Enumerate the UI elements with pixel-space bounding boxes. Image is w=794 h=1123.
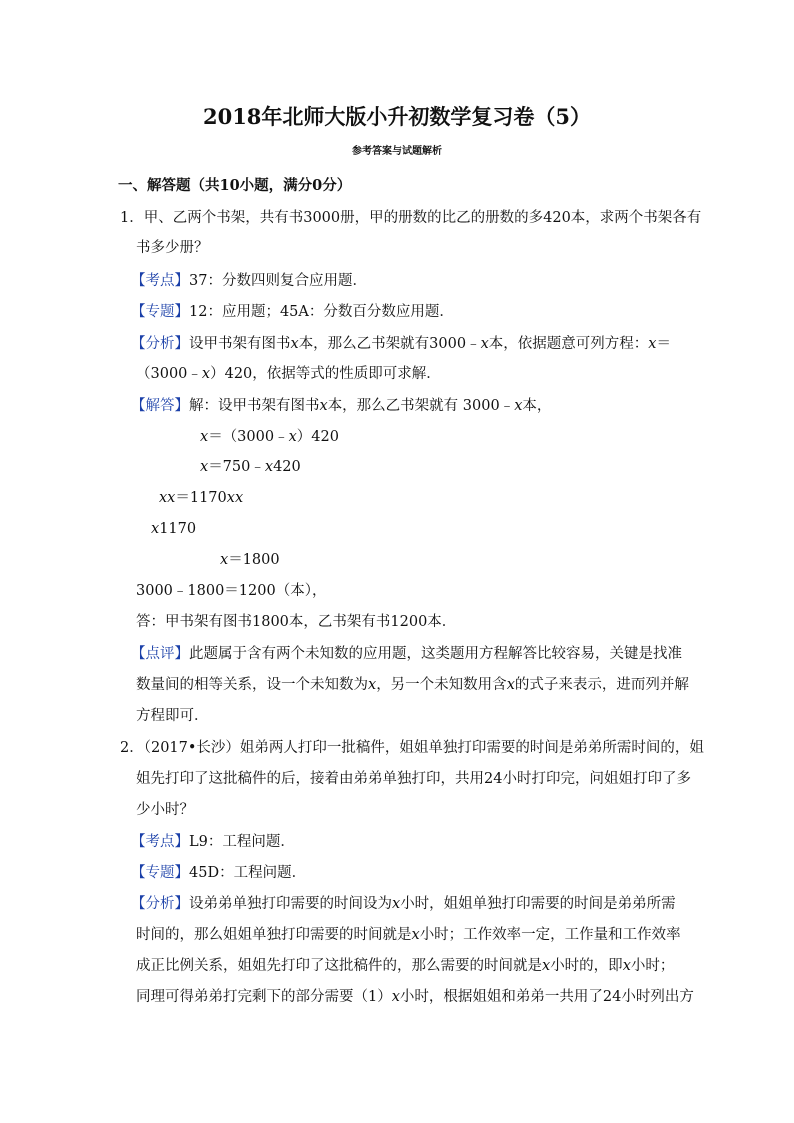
q1-dianping-line2 bbox=[136, 675, 689, 695]
eq-text: ＝（3000﹣ bbox=[208, 429, 289, 445]
equation-2 bbox=[200, 457, 301, 477]
kaodian-tag: 【考点】 bbox=[131, 273, 189, 289]
section-heading: 一、解答题（共10小题，满分0分） bbox=[118, 177, 352, 194]
equation-4 bbox=[151, 519, 196, 539]
q1-kaodian bbox=[131, 271, 367, 291]
fenxi-text: ）420，依据等式的性质即可求解． bbox=[210, 366, 441, 382]
dianping-tag: 【点评】 bbox=[131, 646, 189, 662]
q1-fenxi-line1 bbox=[131, 334, 671, 354]
var-x: x bbox=[391, 989, 400, 1005]
fenxi-text: 成正比例关系，姐姐先打印了这批稿件的，那么需要的时间就是 bbox=[136, 958, 542, 974]
fenxi-text: 本，那么乙书架就有3000﹣ bbox=[298, 336, 481, 352]
equation-5 bbox=[220, 550, 280, 570]
fenxi-text: 小时，根据姐姐和弟弟一共用了24小时列出方 bbox=[399, 989, 694, 1005]
fenxi-tag: 【分析】 bbox=[131, 896, 189, 912]
eq-text: 420 bbox=[273, 459, 301, 475]
var-x: x bbox=[151, 521, 160, 537]
var-x: x bbox=[319, 398, 328, 414]
page-subtitle: 参考答案与试题解析 bbox=[352, 146, 442, 157]
var-x: x bbox=[290, 336, 299, 352]
var-x: x bbox=[392, 896, 401, 912]
eq-text: ）420 bbox=[296, 429, 339, 445]
jieda-text: 本， bbox=[522, 398, 552, 414]
var-x: x bbox=[368, 677, 377, 693]
fenxi-text: 小时； bbox=[630, 958, 675, 974]
dianping-text: 数量间的相等关系，设一个未知数为 bbox=[136, 677, 368, 693]
jieda-text: 解：设甲书架有图书 bbox=[189, 398, 320, 414]
eq-text: 1170 bbox=[159, 521, 197, 537]
q1-dianping-line3: 方程即可． bbox=[136, 708, 209, 724]
fenxi-text: 小时；工作效率一定，工作量和工作效率 bbox=[419, 927, 681, 943]
var-x: xx bbox=[159, 490, 176, 506]
q2-fenxi-line3 bbox=[136, 956, 674, 976]
kaodian-text: L9：工程问题． bbox=[189, 834, 295, 850]
zhuanti-tag: 【专题】 bbox=[131, 865, 189, 881]
zhuanti-tag: 【专题】 bbox=[131, 304, 189, 320]
fenxi-text: （3000﹣ bbox=[136, 366, 202, 382]
fenxi-tag: 【分析】 bbox=[131, 336, 189, 352]
fenxi-text: 设弟弟单独打印需要的时间设为 bbox=[189, 896, 392, 912]
var-x: x bbox=[201, 366, 211, 382]
fenxi-text: 同理可得弟弟打完剩下的部分需要（1） bbox=[136, 989, 392, 1005]
fenxi-text: ＝ bbox=[656, 336, 671, 352]
var-x: x bbox=[220, 552, 229, 568]
dianping-text: ，另一个未知数用含 bbox=[376, 677, 507, 693]
fenxi-text: 本，依据题意可列方程： bbox=[488, 336, 649, 352]
q2-fenxi-line2 bbox=[136, 925, 681, 945]
var-x: x bbox=[264, 459, 274, 475]
kaodian-text: 37：分数四则复合应用题． bbox=[189, 273, 367, 289]
var-x: x bbox=[480, 336, 489, 352]
zhuanti-text: 12：应用题；45A：分数百分数应用题． bbox=[189, 304, 454, 320]
jieda-text: 本，那么乙书架就有 3000﹣ bbox=[327, 398, 515, 414]
var-x: x bbox=[288, 429, 297, 445]
equation-3 bbox=[159, 488, 243, 508]
q1-stem-line2: 书多少册？ bbox=[136, 240, 209, 256]
page-title: 2018年北师大版小升初数学复习卷（5） bbox=[202, 104, 592, 129]
var-x: x bbox=[514, 398, 523, 414]
q1-stem-line1: 1．甲、乙两个书架，共有书3000册，甲的册数的比乙的册数的多420本，求两个书架各有 bbox=[120, 210, 702, 226]
equation-1 bbox=[200, 427, 339, 447]
var-x: x bbox=[200, 429, 209, 445]
dianping-text: 此题属于含有两个未知数的应用题，这类题用方程解答比较容易，关键是找准 bbox=[189, 646, 682, 662]
q1-zhuanti bbox=[131, 302, 454, 322]
q1-dianping-line1 bbox=[131, 644, 682, 664]
eq-text: ＝750﹣ bbox=[208, 459, 265, 475]
q1-jieda-line1 bbox=[131, 396, 551, 416]
q1-fenxi-line2 bbox=[136, 364, 441, 384]
dianping-text: 的式子来表示，进而列并解 bbox=[514, 677, 689, 693]
var-x: x bbox=[200, 459, 209, 475]
fenxi-text: 设甲书架有图书 bbox=[189, 336, 291, 352]
q2-fenxi-line1 bbox=[131, 894, 676, 914]
q2-kaodian bbox=[131, 832, 295, 852]
q2-fenxi-line4 bbox=[136, 987, 694, 1007]
var-x: x bbox=[542, 958, 551, 974]
kaodian-tag: 【考点】 bbox=[131, 834, 189, 850]
q2-stem-line1: 2．（2017•长沙）姐弟两人打印一批稿件，姐姐单独打印需要的时间是弟弟所需时间的，姐 bbox=[120, 740, 704, 756]
jieda-tag: 【解答】 bbox=[131, 398, 189, 414]
eq-text: ＝1800 bbox=[228, 552, 280, 568]
zhuanti-text: 45D：工程问题． bbox=[189, 865, 307, 881]
calculation: 3000﹣1800＝1200（本）， bbox=[136, 583, 327, 599]
q2-stem-line3: 少小时？ bbox=[136, 802, 194, 818]
var-x: x bbox=[622, 958, 631, 974]
var-x: x bbox=[506, 677, 515, 693]
q2-stem-line2: 姐先打印了这批稿件的后，接着由弟弟单独打印，共用24小时打印完，问姐姐打印了多 bbox=[136, 771, 691, 787]
q2-zhuanti bbox=[131, 863, 306, 883]
fenxi-text: 小时，姐姐单独打印需要的时间是弟弟所需 bbox=[400, 896, 676, 912]
var-x: xx bbox=[226, 490, 244, 506]
fenxi-text: 时间的，那么姐姐单独打印需要的时间就是 bbox=[136, 927, 412, 943]
fenxi-text: 小时的，即 bbox=[550, 958, 623, 974]
answer: 答：甲书架有图书1800本，乙书架有书1200本． bbox=[136, 614, 457, 630]
var-x: x bbox=[648, 336, 657, 352]
eq-text: ＝1170 bbox=[175, 490, 227, 506]
var-x: x bbox=[411, 927, 420, 943]
